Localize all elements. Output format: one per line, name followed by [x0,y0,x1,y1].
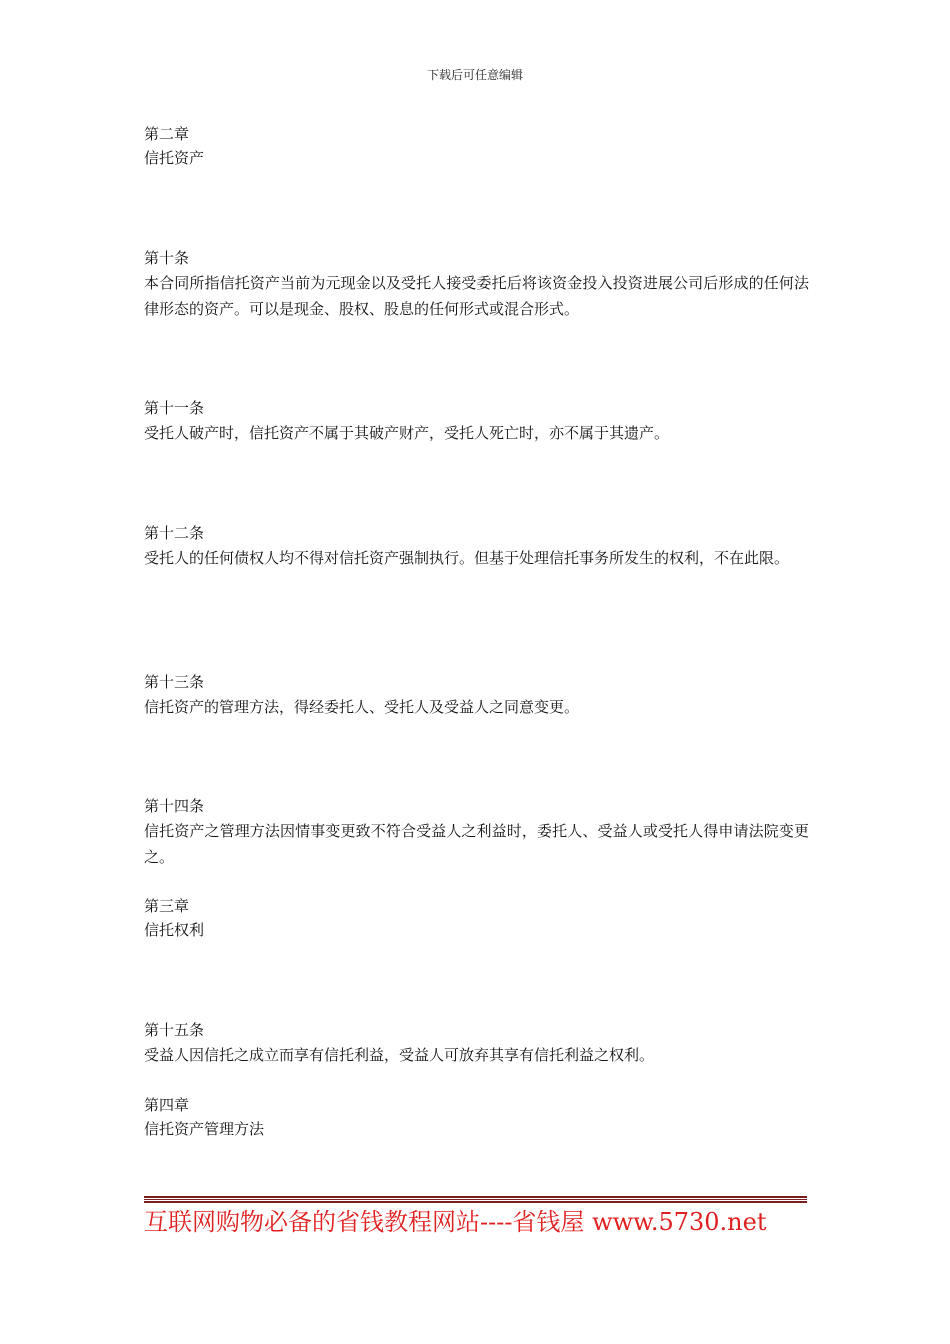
chapter-4-title: 信托资产管理方法 [144,1120,265,1138]
article-10-text: 本合同所指信托资产当前为元现金以及受托人接受委托后将该资金投入投资进展公司后形成的任何法律形态的资产。可以是现金、股权、股息的任何形式或混合形式。 [144,274,809,318]
chapter-2-title: 信托资产 [144,149,205,167]
page-header-note: 下载后可任意编辑 [426,68,523,82]
article-12-text: 受托人的任何债权人均不得对信托资产强制执行。但基于处理信托事务所发生的权利，不在此限。 [144,549,790,567]
footer-divider [144,1196,807,1203]
footer-slogan-link[interactable]: 互联网购物必备的省钱教程网站----省钱屋 www.5730.net [144,1208,767,1236]
chapter-2-label: 第二章 [144,125,190,143]
article-14-heading: 第十四条 [144,797,205,815]
chapter-3-label: 第三章 [144,897,190,915]
article-12-heading: 第十二条 [144,524,205,542]
article-11-heading: 第十一条 [144,399,205,417]
article-15-text: 受益人因信托之成立而享有信托利益，受益人可放弃其享有信托利益之权利。 [144,1046,655,1064]
article-15-heading: 第十五条 [144,1021,205,1039]
article-14-text: 信托资产之管理方法因情事变更致不符合受益人之利益时，委托人、受益人或受托人得申请法院变更之。 [144,822,809,866]
chapter-3-title: 信托权利 [144,921,205,939]
article-13-text: 信托资产的管理方法，得经委托人、受托人及受益人之同意变更。 [144,698,580,716]
chapter-4-label: 第四章 [144,1096,190,1114]
article-11-text: 受托人破产时，信托资产不属于其破产财产，受托人死亡时，亦不属于其遗产。 [144,424,670,442]
article-10-heading: 第十条 [144,249,190,267]
article-13-heading: 第十三条 [144,673,205,691]
